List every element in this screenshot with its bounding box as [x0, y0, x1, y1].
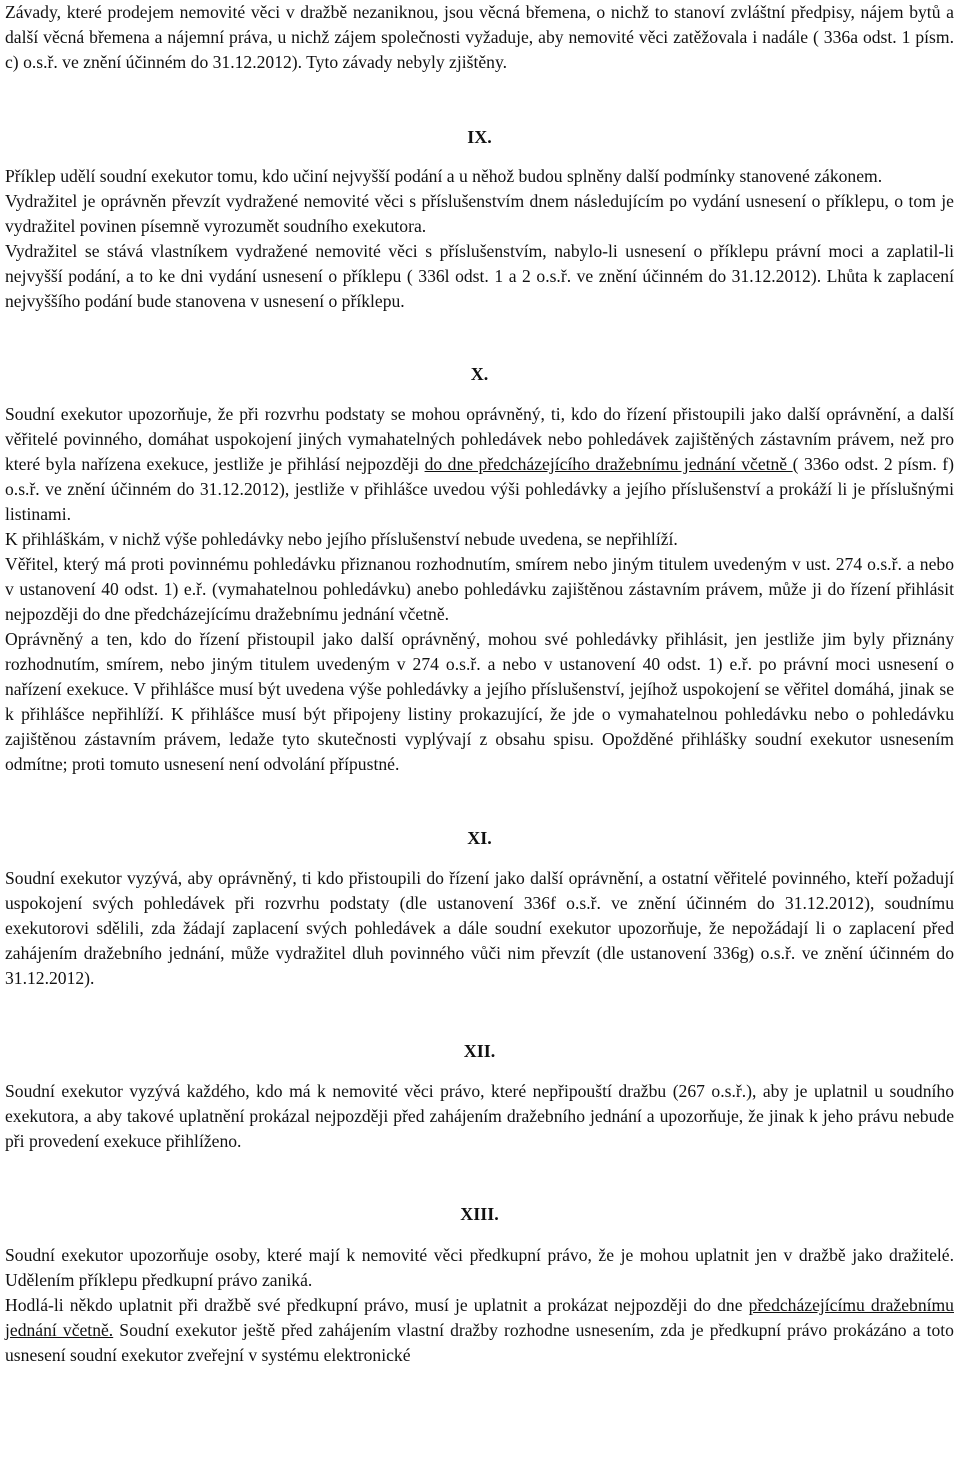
section-xiii	[5, 1202, 954, 1368]
section-xii	[5, 1039, 954, 1154]
section-xiii-paragraph-1: Soudní exekutor upozorňuje osoby, které mají k nemovité věci předkupní právo, že je mohou uplatnit jen v dražbě jako dražitelé. Udělením příklepu předkupní právo zaniká.	[5, 1245, 954, 1290]
underlined-deadline: předcházejícímu dražebnímu jednání včetně.	[5, 1295, 954, 1340]
section-ix-paragraph-3: Vydražitel se stává vlastníkem vydražené nemovité věci s příslušenstvím, nabylo-li usnesení o příklepu právní moci a zaplatil-li nejvyšší podání, a to ke dni vydání usnesení o příklepu ( 336l odst. 1 a 2 o.s.ř. ve znění účinném do 31.12.2012). Lhůta k zaplacení nejvyššího podání bude stanovena v usnesení o příklepu.	[5, 241, 954, 311]
section-xiii-paragraph-2	[5, 1293, 954, 1368]
section-ix-paragraph-1: Příklep udělí soudní exekutor tomu, kdo učiní nejvyšší podání a u něhož budou splněny další podmínky stanovené zákonem.	[5, 166, 883, 186]
section-heading-xi: XI.	[467, 828, 492, 848]
section-heading-xii: XII.	[463, 1041, 496, 1061]
section-ix-paragraph-2: Vydražitel je oprávněn převzít vydražené nemovité věci s příslušenstvím dnem následujícím po vydání usnesení o příklepu, o tom je vydražitel povinen písemně vyrozumět soudního exekutora.	[5, 191, 954, 236]
section-heading-xiii: XIII.	[460, 1204, 499, 1224]
section-xii-paragraph-1: Soudní exekutor vyzývá každého, kdo má k nemovité věci právo, které nepřipouští dražbu (267 o.s.ř.), aby je uplatnil u soudního exekutora, a aby takové uplatnění prokázal nejpozději před zahájením dražebního jednání a upozorňuje, že jinak k jeho právu nebude při provedení exekuce přihlíženo.	[5, 1081, 954, 1151]
section-xi	[5, 826, 954, 991]
section-heading-ix: IX.	[467, 127, 492, 147]
section-x-p1-rest: ( 336o odst. 2 písm. f) o.s.ř. ve znění účinném do 31.12.2012), jestliže v přihlášce uvedou výši pohledávky a jejího příslušenství a prokáží li je příslušnými listinami.	[5, 454, 954, 524]
section-x-paragraph-3: Věřitel, který má proti povinnému pohledávku přiznanou rozhodnutím, smírem nebo jiným titulem uvedeným v ust. 274 o.s.ř. a nebo v ustanovení 40 odst. 1) e.ř. (vymahatelnou pohledávku) anebo pohledávku zajištěnou zástavním právem, může ji do řízení přihlásit nejpozději do dne předcházejícímu dražebnímu jednání včetně.	[5, 554, 954, 624]
section-x-paragraph-2: K přihláškám, v nichž výše pohledávky nebo jejího příslušenství nebude uvedena, se nepřihlíží.	[5, 529, 678, 549]
section-xiii-p2-rest: Soudní exekutor ještě před zahájením vlastní dražby rozhodne usnesením, zda je předkupní právo prokázáno a toto usnesení soudní exekutor zveřejní v systému elektronické	[5, 1320, 954, 1365]
section-xi-paragraph-1: Soudní exekutor vyzývá, aby oprávněný, ti kdo přistoupili do řízení jako další oprávnění, a ostatní věřitelé povinného, kteří požadují uspokojení svých pohledávek při rozvrhu podstaty (dle ustanovení 336f o.s.ř. ve znění účinném do 31.12.2012), soudnímu exekutorovi sdělili, zda žádají zaplacení svých pohledávek a dále soudní exekutor upozorňuje, že nepožádají li o zaplacení před zahájením dražebního jednání, může vydražitel dluh povinného vůči nim převzít (dle ustanovení 336g) o.s.ř. ve znění účinném do 31.12.2012).	[5, 868, 954, 988]
section-ix	[5, 125, 954, 314]
underlined-deadline: do dne předcházejícího dražebnímu jednání včetně	[424, 454, 793, 474]
section-xiii-p2-text: Hodlá-li někdo uplatnit při dražbě své předkupní právo, musí je uplatnit a prokázat nejpozději do dne	[5, 1295, 749, 1315]
intro-paragraph: Závady, které prodejem nemovité věci v dražbě nezaniknou, jsou věcná břemena, o nichž to stanoví zvláštní předpisy, nájem bytů a další věcná břemena a nájemní práva, u nichž zájem společnosti vyžaduje, aby nemovité věci zatěžovala i nadále ( 336a odst. 1 písm. c) o.s.ř. ve znění účinném do 31.12.2012). Tyto závady nebyly zjištěny.	[5, 2, 954, 72]
section-x	[5, 362, 954, 777]
section-x-paragraph-1	[5, 402, 954, 527]
section-heading-x: X.	[470, 364, 489, 384]
section-x-p1-text: Soudní exekutor upozorňuje, že při rozvrhu podstaty se mohou oprávněný, ti, kdo do řízení přistoupili jako další oprávnění, a další věřitelé povinného, domáhat uspokojení jiných vymahatelných pohledávek nebo pohledávek zajištěných zástavním právem, než pro které byla nařízena exekuce, jestliže je přihlásí nejpozději	[5, 404, 954, 474]
section-x-paragraph-4: Oprávněný a ten, kdo do řízení přistoupil jako další oprávněný, mohou své pohledávky přihlásit, jen jestliže jim byly přiznány rozhodnutím, smírem, nebo jiným titulem uvedeným v 274 o.s.ř. a nebo v ustanovení 40 odst. 1) e.ř. po právní moci usnesení o nařízení exekuce. V přihlášce musí být uvedena výše pohledávky a jejího příslušenství, jejíhož uspokojení se věřitel domáhá, jinak se k přihlášce nepřihlíží. K přihlášce musí být připojeny listiny prokazující, že jde o vymahatelnou pohledávku nebo o pohledávku zajištěnou zástavním právem, ledaže tyto skutečnosti vyplývají z obsahu spisu. Opožděné přihlášky soudní exekutor usnesením odmítne; proti tomuto usnesení není odvolání přípustné.	[5, 629, 954, 774]
